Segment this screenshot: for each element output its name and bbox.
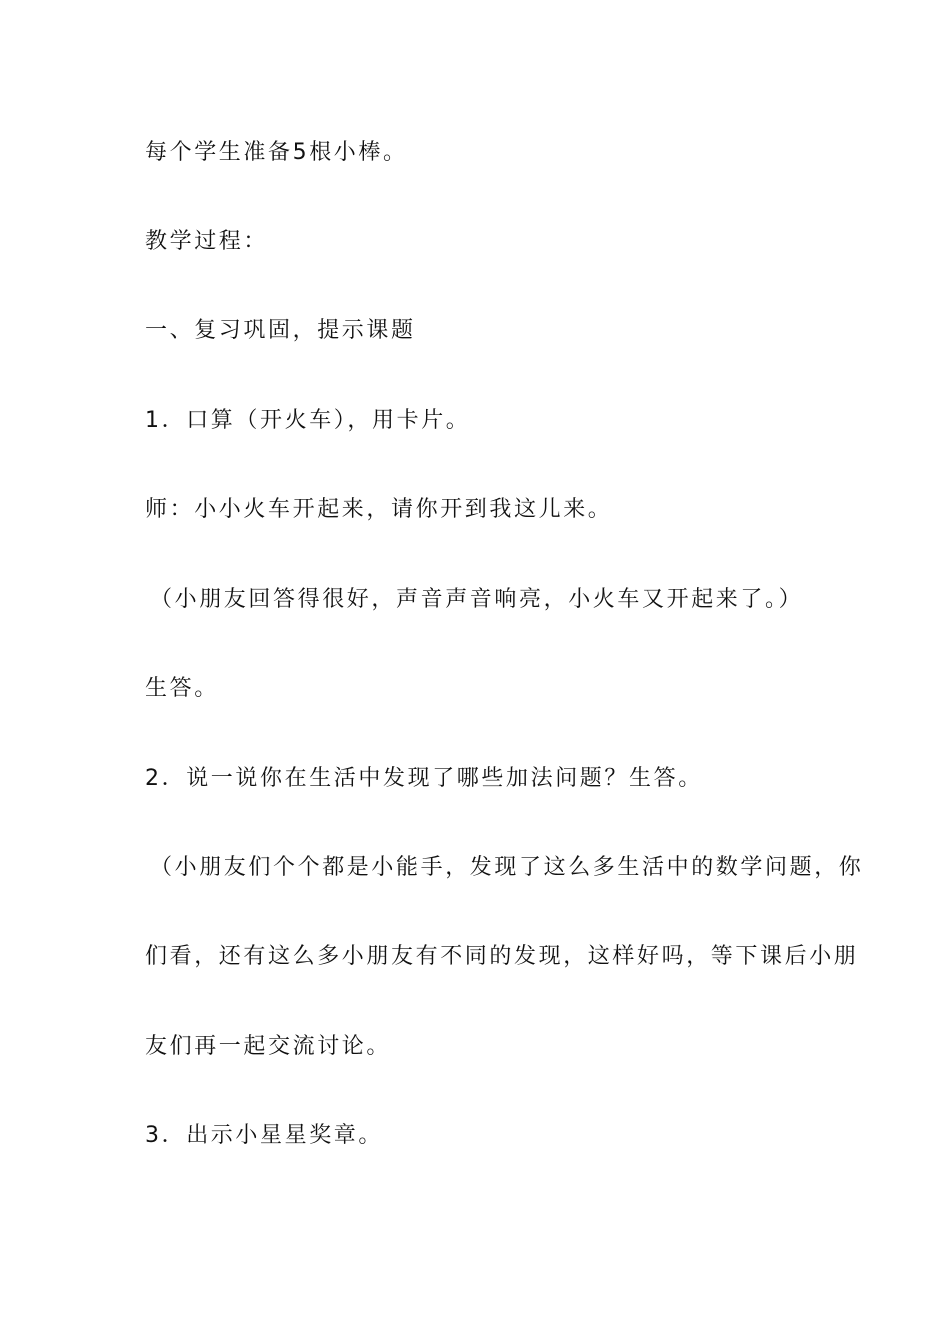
text-line-1: 每个学生准备5根小棒。 [145,140,408,165]
text-line-11: 友们再一起交流讨论。 [145,1034,392,1059]
text-line-10: 们看，还有这么多小朋友有不同的发现，这样好吗，等下课后小朋 [145,944,859,969]
text-line-12: 3．出示小星星奖章。 [145,1123,383,1148]
text-line-5: 师：小小火车开起来，请你开到我这儿来。 [145,497,613,522]
text-line-3: 一、复习巩固，提示课题 [145,318,416,343]
text-line-8: 2．说一说你在生活中发现了哪些加法问题？生答。 [145,766,703,791]
text-line-9: （小朋友们个个都是小能手，发现了这么多生活中的数学问题，你 [150,855,864,880]
text-line-4: 1．口算（开火车），用卡片。 [145,408,471,433]
text-line-2: 教学过程： [145,229,269,254]
text-line-7: 生答。 [145,676,219,701]
text-line-6: （小朋友回答得很好，声音声音响亮，小火车又开起来了。） [150,587,804,612]
